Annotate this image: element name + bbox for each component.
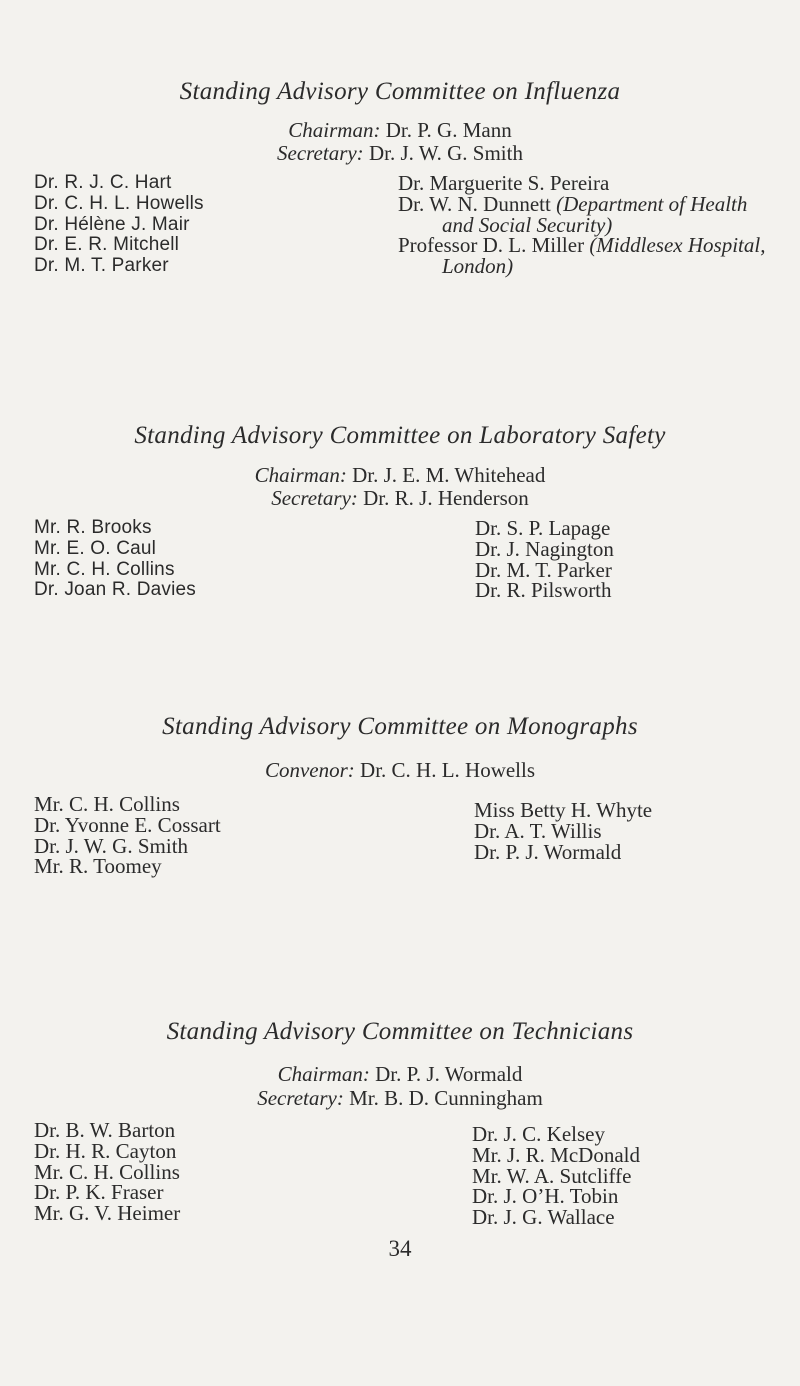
member: Dr. M. T. Parker [34, 255, 169, 277]
members-left [34, 518, 196, 601]
chairman-role: Chairman: [254, 463, 347, 487]
member: Mr. C. H. Collins [34, 558, 175, 580]
member: Dr. P. J. Wormald [474, 839, 622, 864]
secretary-name: Dr. R. J. Henderson [363, 486, 529, 510]
members-right [475, 518, 614, 601]
member: Dr. J. O’H. Tobin [472, 1184, 619, 1209]
secretary-name: Dr. J. W. G. Smith [368, 141, 523, 165]
members-left [34, 794, 221, 877]
member: Dr. H. R. Cayton [34, 1138, 177, 1163]
members-left [34, 173, 204, 277]
chairman-name: Dr. P. J. Wormald [375, 1062, 523, 1086]
member: Miss Betty H. Whyte [474, 798, 653, 822]
chairman-name: Dr. P. G. Mann [385, 118, 512, 142]
member: Dr. Joan R. Davies [34, 579, 196, 601]
member: Dr. M. T. Parker [475, 557, 612, 582]
member-affiliation: (Department of Health [556, 191, 748, 216]
secretary-line [0, 486, 800, 510]
member: Dr. R. J. C. Hart [34, 172, 172, 193]
secretary-role: Secretary: [277, 141, 364, 165]
member: Dr. C. H. L. Howells [34, 192, 204, 214]
member: Dr. J. W. G. Smith [34, 833, 189, 858]
member: Mr. J. R. McDonald [472, 1142, 640, 1167]
committee-title: Standing Advisory Committee on Technicians [166, 1018, 634, 1045]
member: Dr. R. Pilsworth [475, 578, 612, 603]
member: Mr. G. V. Heimer [34, 1201, 181, 1226]
member-name: Dr. W. N. Dunnett [398, 191, 551, 216]
chairman-role: Chairman: [288, 118, 381, 142]
member-name: Professor D. L. Miller [398, 233, 585, 258]
member: Dr. E. R. Mitchell [34, 234, 180, 256]
member: Dr. Hélène J. Mair [34, 213, 190, 235]
member: Dr. J. C. Kelsey [472, 1122, 605, 1146]
secretary-line [0, 141, 800, 165]
members-right [398, 173, 765, 277]
member: Mr. E. O. Caul [34, 537, 157, 559]
convenor-line [0, 758, 800, 782]
chairman-line [0, 1062, 800, 1086]
member: Dr. P. K. Fraser [34, 1180, 164, 1205]
secretary-line [0, 1086, 800, 1110]
member: Dr. J. G. Wallace [472, 1205, 615, 1230]
member: Mr. C. H. Collins [34, 792, 180, 816]
committee-title: Standing Advisory Committee on Laboratory Safety [134, 422, 666, 449]
secretary-name: Mr. B. D. Cunningham [349, 1086, 543, 1110]
committee-title: Standing Advisory Committee on Monographs [162, 713, 638, 740]
secretary-role: Secretary: [257, 1086, 344, 1110]
member-affiliation-continued: London) [442, 254, 514, 279]
members-right [474, 800, 652, 862]
chairman-line [0, 118, 800, 142]
member [398, 191, 765, 216]
member: Mr. R. Toomey [34, 854, 162, 879]
chairman-line [0, 463, 800, 487]
member: Dr. J. Nagington [475, 536, 614, 561]
committee-title: Standing Advisory Committee on Influenza [179, 78, 621, 105]
member: Dr. S. P. Lapage [475, 516, 611, 540]
members-left [34, 1120, 180, 1224]
convenor-name: Dr. C. H. L. Howells [360, 758, 536, 782]
member: Dr. A. T. Willis [474, 818, 602, 843]
member: Mr. C. H. Collins [34, 1159, 180, 1184]
members-right [472, 1124, 640, 1228]
member: Dr. Marguerite S. Pereira [398, 171, 610, 195]
chairman-role: Chairman: [277, 1062, 370, 1086]
secretary-role: Secretary: [271, 486, 358, 510]
member-affiliation: (Middlesex Hospital, [589, 233, 766, 258]
chairman-name: Dr. J. E. M. Whitehead [352, 463, 546, 487]
convenor-role: Convenor: [264, 758, 355, 782]
page-number: 34 [388, 1236, 412, 1261]
member: Dr. B. W. Barton [34, 1118, 176, 1142]
member: Dr. Yvonne E. Cossart [34, 812, 221, 837]
member-affiliation-continued: and Social Security) [442, 212, 613, 237]
member: Mr. R. Brooks [34, 517, 152, 538]
member: Mr. W. A. Sutcliffe [472, 1163, 632, 1188]
member [398, 235, 765, 256]
